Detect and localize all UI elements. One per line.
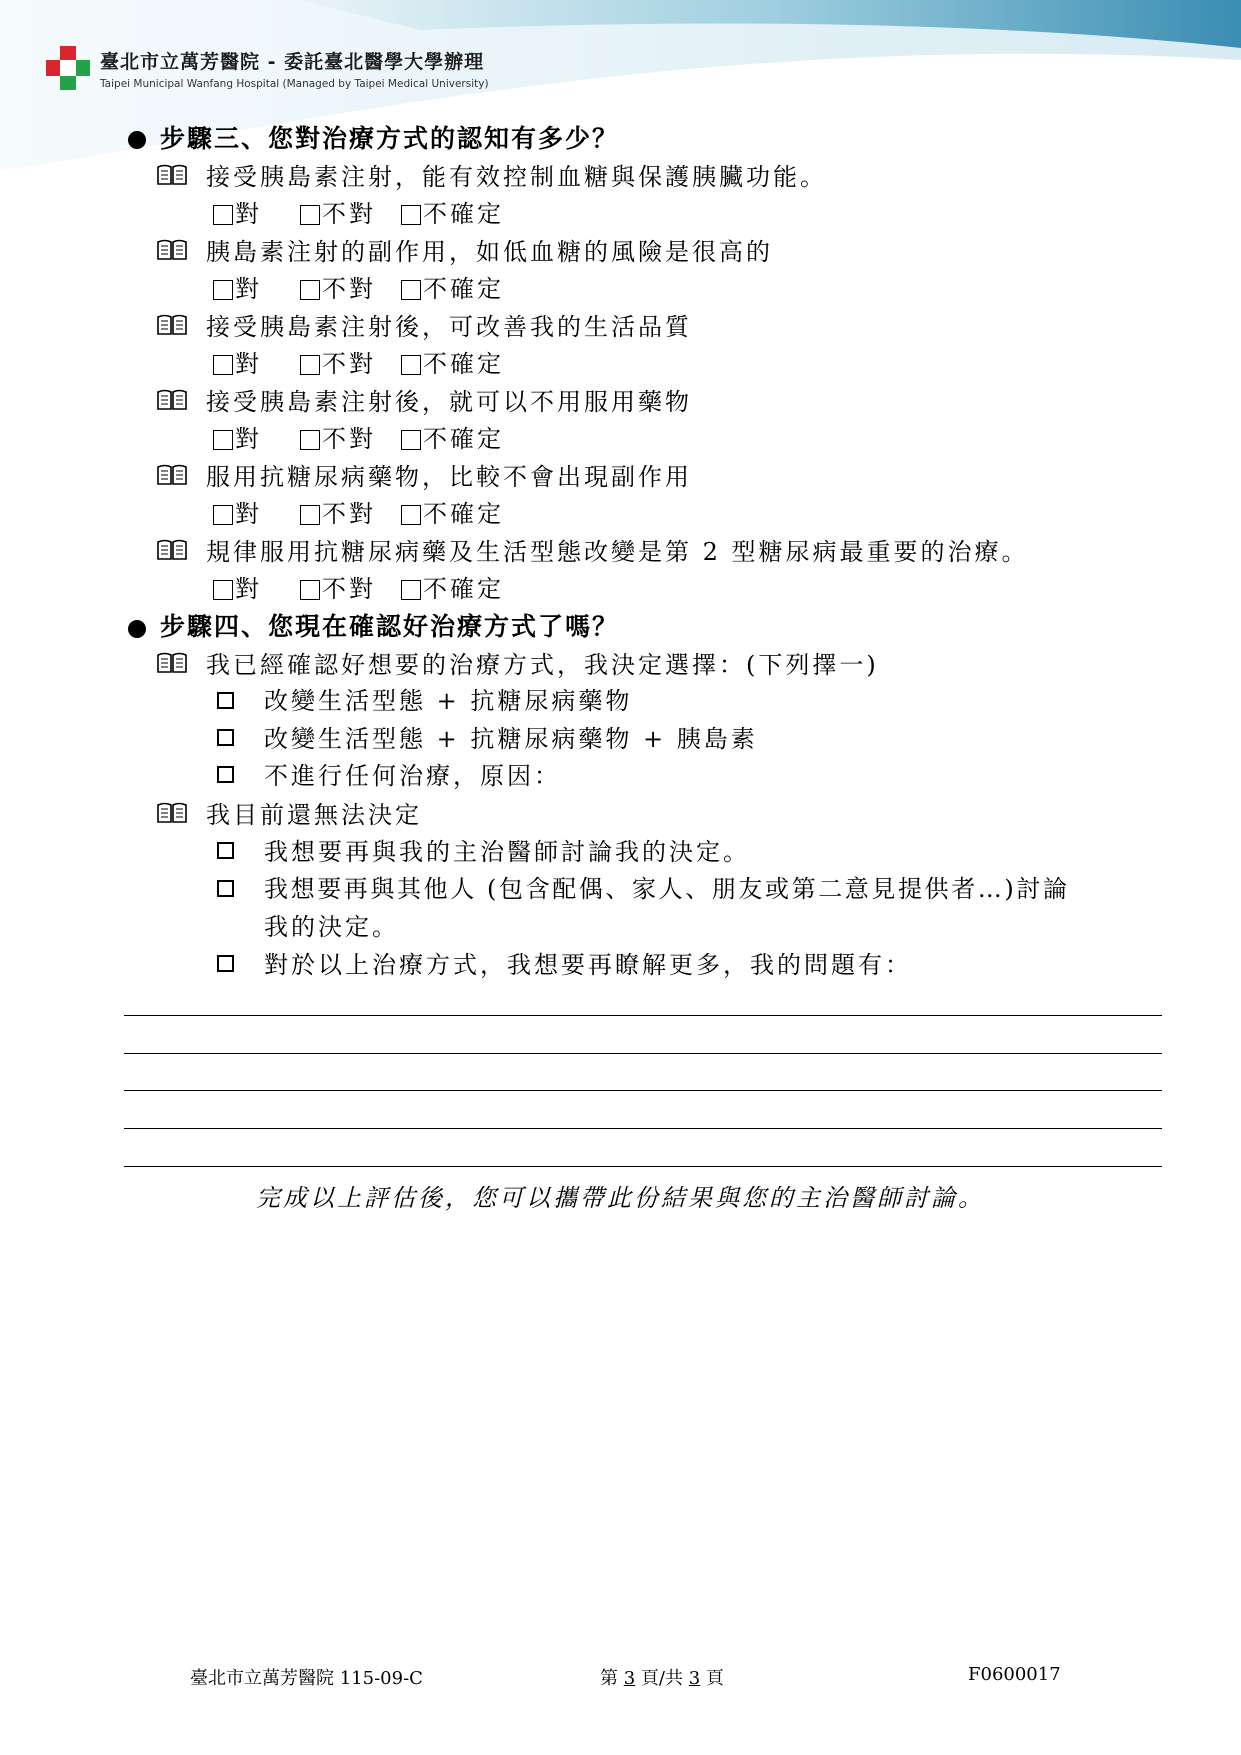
answer-line[interactable]: [124, 1090, 1162, 1091]
step3-answer-option[interactable]: [401, 199, 504, 229]
book-icon: [156, 651, 188, 675]
book-icon: [156, 238, 188, 262]
decided-option-3: 不進行任何治療，原因：: [264, 762, 561, 790]
step4-title: 步驟四、您現在確認好治療方式了嗎？: [160, 612, 620, 641]
option-label: 對: [235, 350, 262, 378]
hospital-logo-icon: [44, 44, 92, 92]
option-label: 不確定: [423, 275, 504, 303]
step3-answer-option[interactable]: [300, 424, 376, 454]
undecided-label: 我目前還無法決定: [206, 801, 422, 829]
page-total: 3: [688, 1668, 701, 1689]
step3-question: 接受胰島素注射後，可改善我的生活品質: [206, 313, 692, 341]
option-label: 不確定: [423, 500, 504, 528]
option-label: 不對: [322, 350, 376, 378]
decided-label: 我已經確認好想要的治療方式，我決定選擇：(下列擇一): [206, 651, 879, 679]
checkbox[interactable]: [300, 205, 320, 225]
checkbox[interactable]: [213, 430, 233, 450]
checkbox[interactable]: [300, 505, 320, 525]
checkbox[interactable]: [213, 580, 233, 600]
decided-option-3-checkbox[interactable]: [217, 766, 234, 783]
bullet-icon: [128, 131, 146, 149]
checkbox[interactable]: [401, 505, 421, 525]
step3-question: 接受胰島素注射後，就可以不用服用藥物: [206, 388, 692, 416]
checkbox[interactable]: [213, 505, 233, 525]
option-label: 不確定: [423, 350, 504, 378]
option-label: 對: [235, 275, 262, 303]
undecided-option-3-checkbox[interactable]: [217, 955, 234, 972]
step3-answer-option[interactable]: [213, 349, 262, 379]
option-label: 對: [235, 500, 262, 528]
checkbox[interactable]: [300, 580, 320, 600]
checkbox[interactable]: [300, 280, 320, 300]
option-label: 不確定: [423, 200, 504, 228]
undecided-option-2: 我想要再與其他人 (包含配偶、家人、朋友或第二意見提供者…)討論: [264, 875, 1070, 903]
decided-option-1-checkbox[interactable]: [217, 692, 234, 709]
book-icon: [156, 801, 188, 825]
step3-answer-option[interactable]: [401, 574, 504, 604]
book-icon: [156, 538, 188, 562]
step3-answer-option[interactable]: [213, 424, 262, 454]
footer-doc-id: F0600017: [968, 1664, 1061, 1685]
answer-line[interactable]: [124, 1053, 1162, 1054]
answer-line[interactable]: [124, 1128, 1162, 1129]
bullet-icon: [128, 620, 146, 638]
option-label: 不對: [322, 200, 376, 228]
undecided-option-1-checkbox[interactable]: [217, 842, 234, 859]
answer-line[interactable]: [124, 1015, 1162, 1016]
option-label: 不對: [322, 425, 376, 453]
checkbox[interactable]: [401, 580, 421, 600]
option-label: 不確定: [423, 425, 504, 453]
option-label: 對: [235, 575, 262, 603]
decided-option-1: 改變生活型態 + 抗糖尿病藥物: [264, 687, 633, 715]
step3-question: 胰島素注射的副作用，如低血糖的風險是很高的: [206, 238, 773, 266]
checkbox[interactable]: [213, 280, 233, 300]
step3-answer-option[interactable]: [213, 274, 262, 304]
option-label: 不對: [322, 500, 376, 528]
step3-answer-option[interactable]: [300, 349, 376, 379]
checkbox[interactable]: [213, 205, 233, 225]
book-icon: [156, 313, 188, 337]
page-prefix: 第: [600, 1668, 618, 1689]
step3-title: 步驟三、您對治療方式的認知有多少？: [160, 124, 620, 153]
step3-question: 規律服用抗糖尿病藥及生活型態改變是第 2 型糖尿病最重要的治療。: [206, 538, 1029, 566]
decided-option-2-checkbox[interactable]: [217, 729, 234, 746]
checkbox[interactable]: [300, 355, 320, 375]
hospital-name-en: Taipei Municipal Wanfang Hospital (Managed by Taipei Medical University): [100, 77, 489, 90]
step3-answer-option[interactable]: [213, 499, 262, 529]
page-suffix: 頁: [705, 1668, 724, 1689]
book-icon: [156, 388, 188, 412]
step3-question: 接受胰島素注射，能有效控制血糖與保護胰臟功能。: [206, 163, 827, 191]
step3-answer-option[interactable]: [401, 499, 504, 529]
hospital-logo-block: [44, 44, 489, 92]
undecided-option-2-continued: 我的決定。: [264, 913, 399, 941]
option-label: 對: [235, 425, 262, 453]
step3-answer-option[interactable]: [401, 274, 504, 304]
checkbox[interactable]: [401, 280, 421, 300]
closing-note: 完成以上評估後，您可以攜帶此份結果與您的主治醫師討論。: [256, 1184, 985, 1212]
option-label: 不確定: [423, 575, 504, 603]
option-label: 對: [235, 200, 262, 228]
checkbox[interactable]: [300, 430, 320, 450]
page-mid: 頁/共: [640, 1668, 683, 1689]
footer-page-number: [600, 1664, 724, 1690]
book-icon: [156, 463, 188, 487]
step3-answer-option[interactable]: [300, 274, 376, 304]
step3-answer-option[interactable]: [300, 574, 376, 604]
book-icon: [156, 163, 188, 187]
step3-answer-option[interactable]: [300, 199, 376, 229]
answer-line[interactable]: [124, 1166, 1162, 1167]
decided-option-2: 改變生活型態 + 抗糖尿病藥物 + 胰島素: [264, 725, 758, 753]
checkbox[interactable]: [213, 355, 233, 375]
footer-form-code: 臺北市立萬芳醫院 115-09-C: [190, 1668, 423, 1689]
step3-answer-option[interactable]: [401, 349, 504, 379]
option-label: 不對: [322, 575, 376, 603]
undecided-option-1: 我想要再與我的主治醫師討論我的決定。: [264, 838, 750, 866]
checkbox[interactable]: [401, 430, 421, 450]
undecided-option-2-checkbox[interactable]: [217, 880, 234, 897]
step3-answer-option[interactable]: [300, 499, 376, 529]
page-current: 3: [623, 1668, 636, 1689]
hospital-name: 臺北市立萬芳醫院 - 委託臺北醫學大學辦理: [100, 50, 485, 73]
step3-answer-option[interactable]: [401, 424, 504, 454]
checkbox[interactable]: [401, 355, 421, 375]
option-label: 不對: [322, 275, 376, 303]
step3-answer-option[interactable]: [213, 574, 262, 604]
undecided-option-3: 對於以上治療方式，我想要再瞭解更多，我的問題有：: [264, 951, 912, 979]
step3-answer-option[interactable]: [213, 199, 262, 229]
step3-question: 服用抗糖尿病藥物，比較不會出現副作用: [206, 463, 692, 491]
checkbox[interactable]: [401, 205, 421, 225]
